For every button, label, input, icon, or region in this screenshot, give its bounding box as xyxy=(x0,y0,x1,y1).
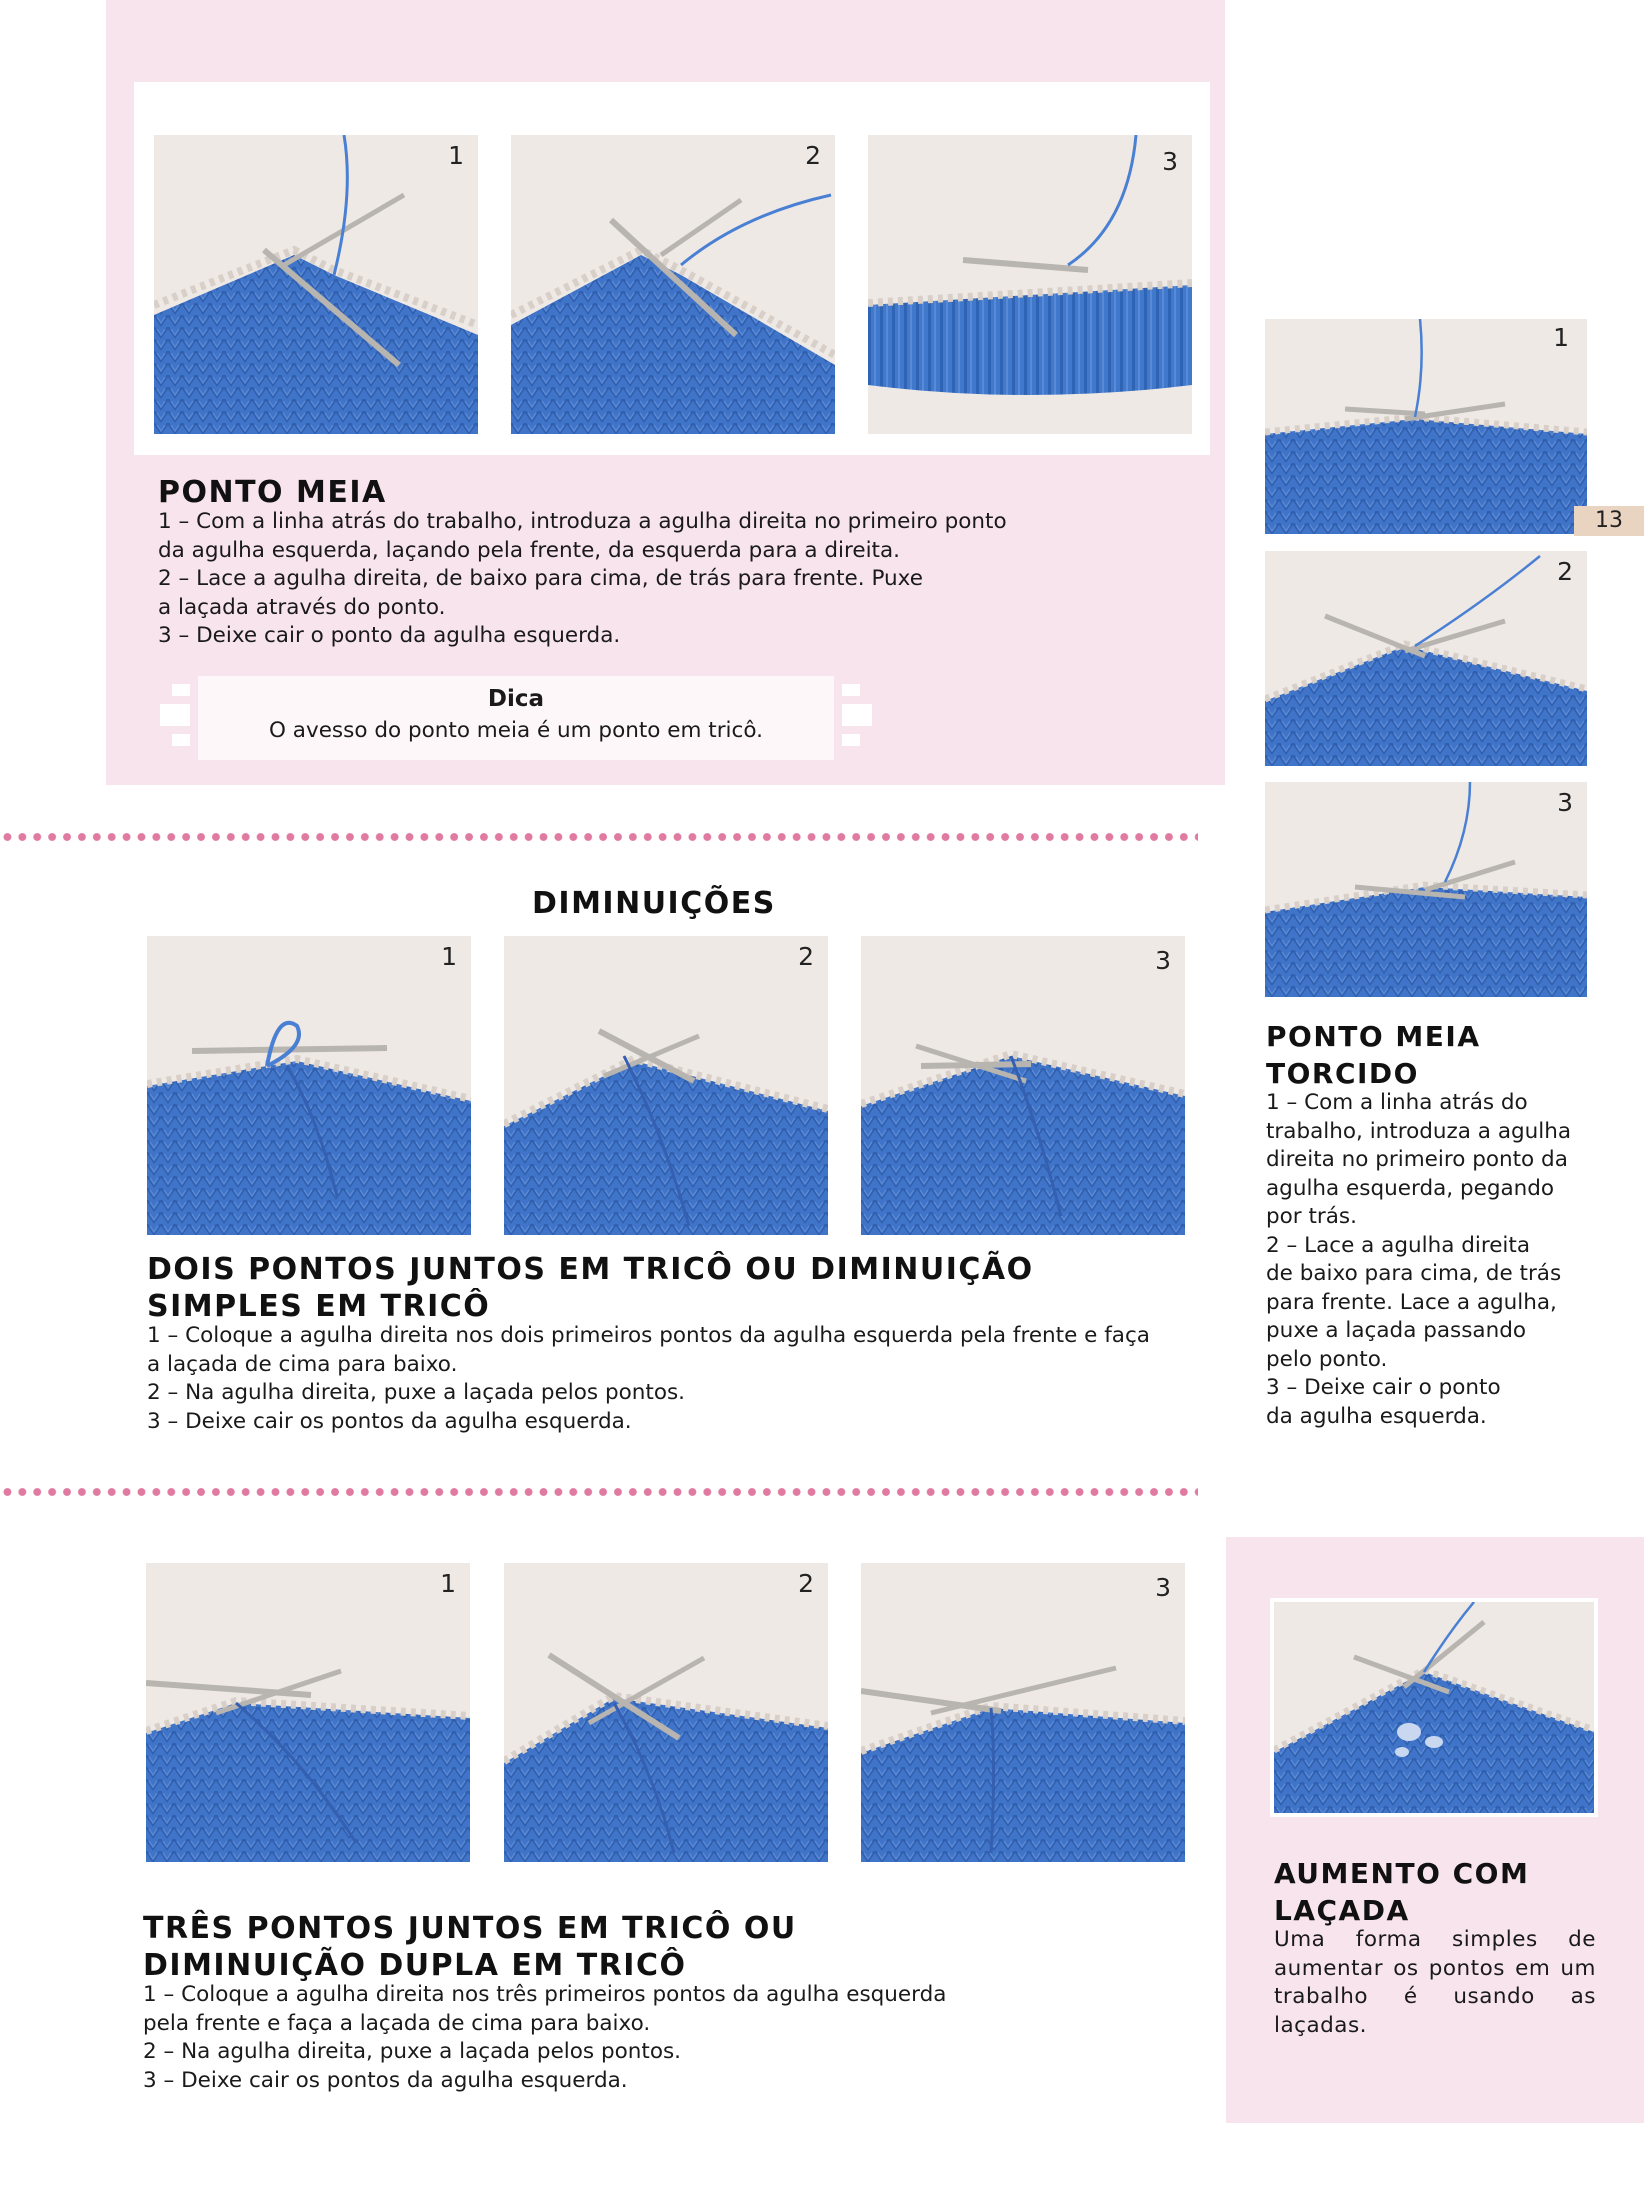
title-line: DOIS PONTOS JUNTOS EM TRICÔ OU DIMINUIÇÃO xyxy=(147,1252,1034,1287)
step-line: 3 – Deixe cair os pontos da agulha esquerda. xyxy=(143,2067,628,2093)
photo-label: 2 xyxy=(798,942,814,971)
dotted-divider xyxy=(0,1487,1198,1497)
photo-label: 2 xyxy=(798,1569,814,1598)
step-line: pela frente e faça a laçada de cima para baixo. xyxy=(143,2010,651,2036)
step-line: a laçada através do ponto. xyxy=(158,594,446,620)
step-line: 3 – Deixe cair o ponto da agulha esquerda. xyxy=(158,623,621,648)
step-line: trabalho, introduza a agulha xyxy=(1266,1118,1572,1144)
photo-label: 2 xyxy=(805,141,821,170)
ponto-meia-photo-1 xyxy=(154,135,478,434)
step-line: a laçada de cima para baixo. xyxy=(147,1351,458,1377)
step-line: pelo ponto. xyxy=(1266,1346,1388,1372)
step-line: 1 – Coloque a agulha direita nos dois primeiros pontos da agulha esquerda pela frente e faça xyxy=(147,1323,1150,1348)
step-line: puxe a laçada passando xyxy=(1266,1318,1527,1343)
step-line: por trás. xyxy=(1266,1204,1357,1229)
photo-label: 3 xyxy=(1162,147,1178,176)
step-line: da agulha esquerda, laçando pela frente, da esquerda para a direita. xyxy=(158,537,900,563)
tres-pontos-photo-3 xyxy=(861,1563,1185,1862)
diminuicoes-heading: DIMINUIÇÕES xyxy=(532,886,776,921)
torcido-photo-1 xyxy=(1265,319,1587,534)
step-line: 3 – Deixe cair o ponto xyxy=(1266,1375,1501,1400)
step-line: direita no primeiro ponto da xyxy=(1266,1147,1568,1172)
step-line: 2 – Na agulha direita, puxe a laçada pelos pontos. xyxy=(147,1380,686,1405)
step-line: 1 – Coloque a agulha direita nos três primeiros pontos da agulha esquerda xyxy=(143,1982,947,2007)
aumento-text: Uma forma simples de aumentar os pontos em um trabalho é usando as laçadas. xyxy=(1274,1927,1596,2038)
tres-pontos-title xyxy=(143,1910,797,1984)
tip-decoration-left xyxy=(156,680,200,750)
diminuicoes-photo-3 xyxy=(861,936,1185,1235)
step-line: 2 – Lace a agulha direita xyxy=(1266,1232,1530,1258)
tip-box xyxy=(198,676,834,760)
aumento-title xyxy=(1274,1855,1529,1929)
ponto-meia-title: PONTO MEIA xyxy=(158,475,387,510)
dotted-divider xyxy=(0,832,1198,842)
step-line: para frente. Lace a agulha, xyxy=(1266,1289,1557,1315)
dois-pontos-title xyxy=(147,1251,1034,1325)
step-line: da agulha esquerda. xyxy=(1266,1403,1487,1429)
step-line: 1 – Com a linha atrás do trabalho, introduza a agulha direita no primeiro ponto xyxy=(158,509,1007,534)
step-line: agulha esquerda, pegando xyxy=(1266,1175,1555,1201)
tres-pontos-photo-2 xyxy=(504,1563,828,1862)
photo-label: 1 xyxy=(440,1569,456,1598)
ponto-meia-photo-2 xyxy=(511,135,835,434)
tres-pontos-photo-1 xyxy=(146,1563,470,1862)
dois-pontos-steps xyxy=(147,1322,1207,1436)
tip-title: Dica xyxy=(487,686,545,712)
step-line: 2 – Na agulha direita, puxe a laçada pelos pontos. xyxy=(143,2039,682,2064)
photo-label: 3 xyxy=(1155,1573,1171,1602)
diminuicoes-photo-2 xyxy=(504,936,828,1235)
photo-label: 3 xyxy=(1155,946,1171,975)
torcido-photo-2 xyxy=(1265,551,1587,766)
tres-pontos-steps xyxy=(143,1981,1103,2095)
step-line: de baixo para cima, de trás xyxy=(1266,1261,1562,1286)
aumento-photo xyxy=(1274,1602,1594,1813)
photo-label: 3 xyxy=(1557,788,1573,817)
title-line: LAÇADA xyxy=(1274,1894,1410,1927)
title-line: AUMENTO COM xyxy=(1274,1857,1530,1890)
torcido-steps xyxy=(1266,1089,1606,1431)
title-line: DIMINUIÇÃO DUPLA EM TRICÔ xyxy=(143,1948,687,1983)
title-line: SIMPLES EM TRICÔ xyxy=(147,1289,491,1324)
step-line: 2 – Lace a agulha direita, de baixo para cima, de trás para frente. Puxe xyxy=(158,566,923,591)
torcido-photo-3 xyxy=(1265,782,1587,997)
photo-label: 1 xyxy=(448,141,464,170)
photo-label: 2 xyxy=(1557,557,1573,586)
diminuicoes-photo-1 xyxy=(147,936,471,1235)
title-line: TORCIDO xyxy=(1266,1057,1419,1090)
ponto-meia-steps xyxy=(158,508,1118,651)
step-line: 3 – Deixe cair os pontos da agulha esquerda. xyxy=(147,1408,632,1434)
torcido-title xyxy=(1266,1018,1481,1092)
ponto-meia-photo-3 xyxy=(868,135,1192,434)
tip-decoration-right xyxy=(832,680,876,750)
photo-label: 1 xyxy=(1553,323,1569,352)
step-line: 1 – Com a linha atrás do xyxy=(1266,1090,1528,1115)
photo-label: 1 xyxy=(441,942,457,971)
title-line: TRÊS PONTOS JUNTOS EM TRICÔ OU xyxy=(143,1911,797,1946)
page-number: 13 xyxy=(1574,506,1644,536)
tip-text: O avesso do ponto meia é um ponto em tricô. xyxy=(269,718,763,743)
title-line: PONTO MEIA xyxy=(1266,1020,1481,1053)
